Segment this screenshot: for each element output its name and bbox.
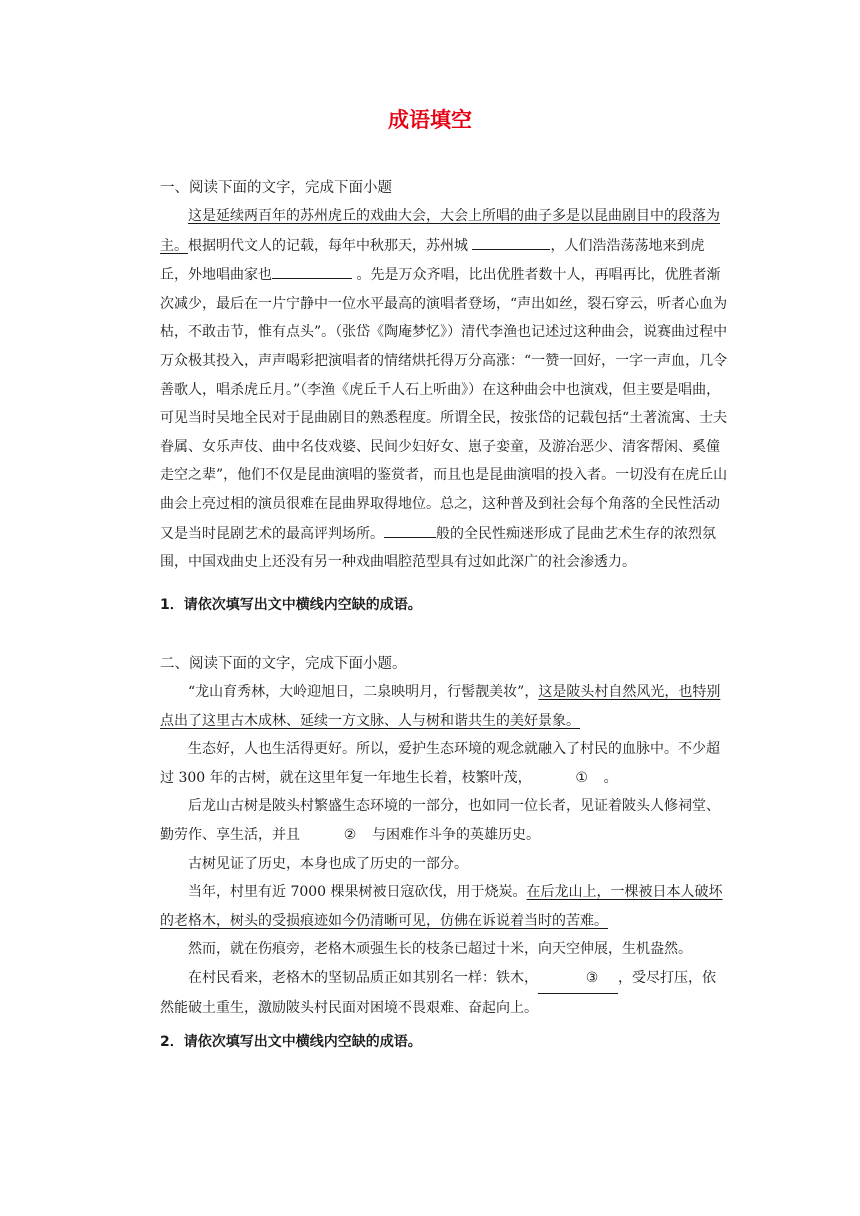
section-2-passage [160,678,728,1022]
paragraph-text: 生态好，人也生活得更好。所以，爱护生态环境的观念就融入了村民的血脉中。不少超过 300 年的古树，就在这里年复一年地生长着，枝繁叶茂， [160,741,720,786]
blank-marker-3[interactable]: ③ [538,964,618,994]
underlined-sentence: 这是陂头村自然风光，也特别点出了这里古木成林、延续一方文脉、人与树和谐共生的美好景象。 [160,684,721,729]
section-1-heading: 一、阅读下面的文字，完成下面小题 [160,180,392,196]
paragraph-3 [160,792,728,849]
question-2: 2．请依次填写出文中横线内空缺的成语。 [160,1034,422,1050]
section-2 [160,654,728,674]
section-1 [160,178,728,198]
paragraph-text: “龙山育秀林，大岭迎旭日，二泉映明月，行髻靓美妆”， [188,684,539,700]
question-1: 1．请依次填写出文中横线内空缺的成语。 [160,597,422,613]
passage-text: 根据明代文人的记载，每年中秋那天，苏州城 [188,237,473,254]
section-1-passage [160,202,728,577]
question-2-wrap [160,1032,728,1052]
passage-text: ，人们浩浩荡荡地来到虎丘，外地唱曲家也 [160,237,705,284]
page-title: 成语填空 [388,108,472,132]
underlined-sentence: 这是延续两百年的苏州虎丘的戏曲大会，大会上所唱的曲子多是以昆曲剧目中的段落为主。 [160,208,720,254]
blank-marker-1[interactable]: ① [575,769,588,786]
blank-3[interactable] [384,519,436,538]
blank-1[interactable] [472,231,550,250]
paragraph-2 [160,735,728,792]
passage-1 [160,202,728,577]
paragraph-text: 后龙山古树是陂头村繁盛生态环境的一部分，也如同一位长者，见证着陂头人修祠堂、勤劳作、享生活，并且 [160,798,720,843]
paragraph-1 [160,678,728,735]
question-1-wrap [160,595,728,615]
paragraph-text: 。 [603,769,618,786]
paragraph-4: 古树见证了历史，本身也成了历史的一部分。 [188,855,468,872]
paragraph-text: 与困难作斗争的英雄历史。 [372,826,540,843]
paragraph-text: 在村民看来，老格木的坚韧品质正如其别名一样：铁木， [188,969,538,986]
section-2-heading: 二、阅读下面的文字，完成下面小题。 [160,656,407,672]
blank-2[interactable] [272,260,352,279]
underlined-sentence: 在后龙山上，一棵被日本人破坏的老格木，树头的受损痕迹如今仍清晰可见，仿佛在诉说着当时的苦难。 [160,884,723,929]
blank-marker-2[interactable]: ② [343,826,357,843]
paragraph-text: ，受尽打压，依然能破土重生，激励陂头村民面对困境不畏艰难、奋起向上。 [160,969,716,1016]
paragraph-6: 然而，就在伤痕旁，老格木顽强生长的枝条已超过十米，向天空伸展，生机盎然。 [188,941,692,958]
paragraph-5 [160,878,728,935]
paragraph-text: 当年，村里有近 7000 棵果树被日寇砍伐，用于烧炭。 [188,884,527,901]
passage-text: 般的全民性痴迷形成了昆曲艺术生存的浓烈氛围，中国戏曲史上还没有另一种戏曲唱腔范型具有过如此深广的社会渗透力。 [160,525,716,571]
paragraph-7 [160,964,728,1022]
passage-text: 。先是万众齐唱，比出优胜者数十人，再唱再比，优胜者渐次减少，最后在一片宁静中一位水平最高的演唱者登场，“声出如丝，裂石穿云，听者心血为枯，不敢击节，惟有点头”。（张岱《陶庵梦忆》）清代李渔也记述过这种曲会，说赛曲过程中万众极其投入，声声喝彩把演唱者的情绪烘托得万分高涨：“一赞一回好，一字一声血，几令善歌人，唱杀虎丘月。”（李渔《虎丘千人石上听曲》）在这种曲会中也演戏，但主要是唱曲，可见当时吴地全民对于昆曲剧目的熟悉程度。所谓全民，按张岱的记载包括“土著流寓、士夫眷属、女乐声伎、曲中名伎戏婆、民间少妇好女、崽子娈童，及游冶恶少、清客帮闲、奚僮走空之辈”，他们不仅是昆曲演唱的鉴赏者，而且也是昆曲演唱的投入者。一切没有在虎丘山曲会上亮过相的演员很难在昆曲界取得地位。总之，这种普及到社会每个角落的全民性活动又是当时昆剧艺术的最高评判场所。 [160,267,728,542]
